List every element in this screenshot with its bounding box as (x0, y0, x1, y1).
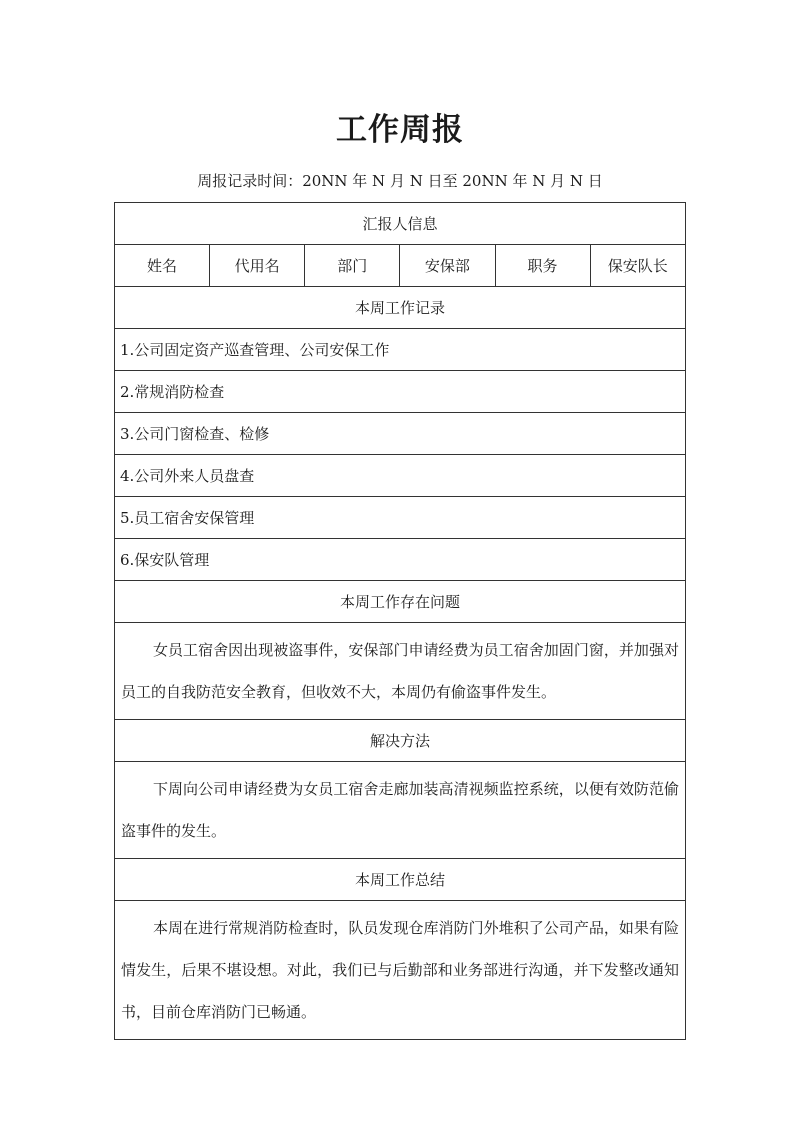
summary-row (115, 901, 686, 1040)
work-record-item: 5.员工宿舍安保管理 (115, 497, 686, 539)
weekly-report-table (114, 202, 686, 1040)
reporter-info-row (115, 245, 686, 287)
page-title: 工作周报 (336, 112, 464, 148)
solution-header-row (115, 720, 686, 762)
table-row (115, 539, 686, 581)
name-label-cell: 姓名 (115, 245, 210, 287)
reporter-header-row (115, 203, 686, 245)
reporter-section-header: 汇报人信息 (115, 203, 686, 245)
problems-text: 女员工宿舍因出现被盗事件，安保部门申请经费为员工宿舍加固门窗，并加强对员工的自我防范安全教育，但收效不大，本周仍有偷盗事件发生。 (115, 623, 686, 720)
work-record-item: 3.公司门窗检查、检修 (115, 413, 686, 455)
department-value-cell: 安保部 (400, 245, 495, 287)
summary-header-row (115, 859, 686, 901)
work-record-header-row (115, 287, 686, 329)
work-record-item: 4.公司外来人员盘查 (115, 455, 686, 497)
work-record-item: 1.公司固定资产巡查管理、公司安保工作 (115, 329, 686, 371)
table-row (115, 371, 686, 413)
table-row (115, 455, 686, 497)
work-record-item: 2.常规消防检查 (115, 371, 686, 413)
department-label-cell: 部门 (305, 245, 400, 287)
name-value-cell: 代用名 (210, 245, 305, 287)
summary-header: 本周工作总结 (115, 859, 686, 901)
work-record-item: 6.保安队管理 (115, 539, 686, 581)
work-record-header: 本周工作记录 (115, 287, 686, 329)
report-period: 周报记录时间：20NN 年 N 月 N 日至 20NN 年 N 月 N 日 (197, 172, 603, 190)
problems-header: 本周工作存在问题 (115, 581, 686, 623)
position-value-cell: 保安队长 (590, 245, 685, 287)
table-row (115, 329, 686, 371)
summary-text: 本周在进行常规消防检查时，队员发现仓库消防门外堆积了公司产品，如果有险情发生，后果不堪设想。对此，我们已与后勤部和业务部进行沟通，并下发整改通知书，目前仓库消防门已畅通。 (115, 901, 686, 1040)
table-row (115, 413, 686, 455)
solution-row (115, 762, 686, 859)
solution-text: 下周向公司申请经费为女员工宿舍走廊加装高清视频监控系统，以便有效防范偷盗事件的发生。 (115, 762, 686, 859)
position-label-cell: 职务 (495, 245, 590, 287)
problems-header-row (115, 581, 686, 623)
solution-header: 解决方法 (115, 720, 686, 762)
table-row (115, 497, 686, 539)
problems-row (115, 623, 686, 720)
